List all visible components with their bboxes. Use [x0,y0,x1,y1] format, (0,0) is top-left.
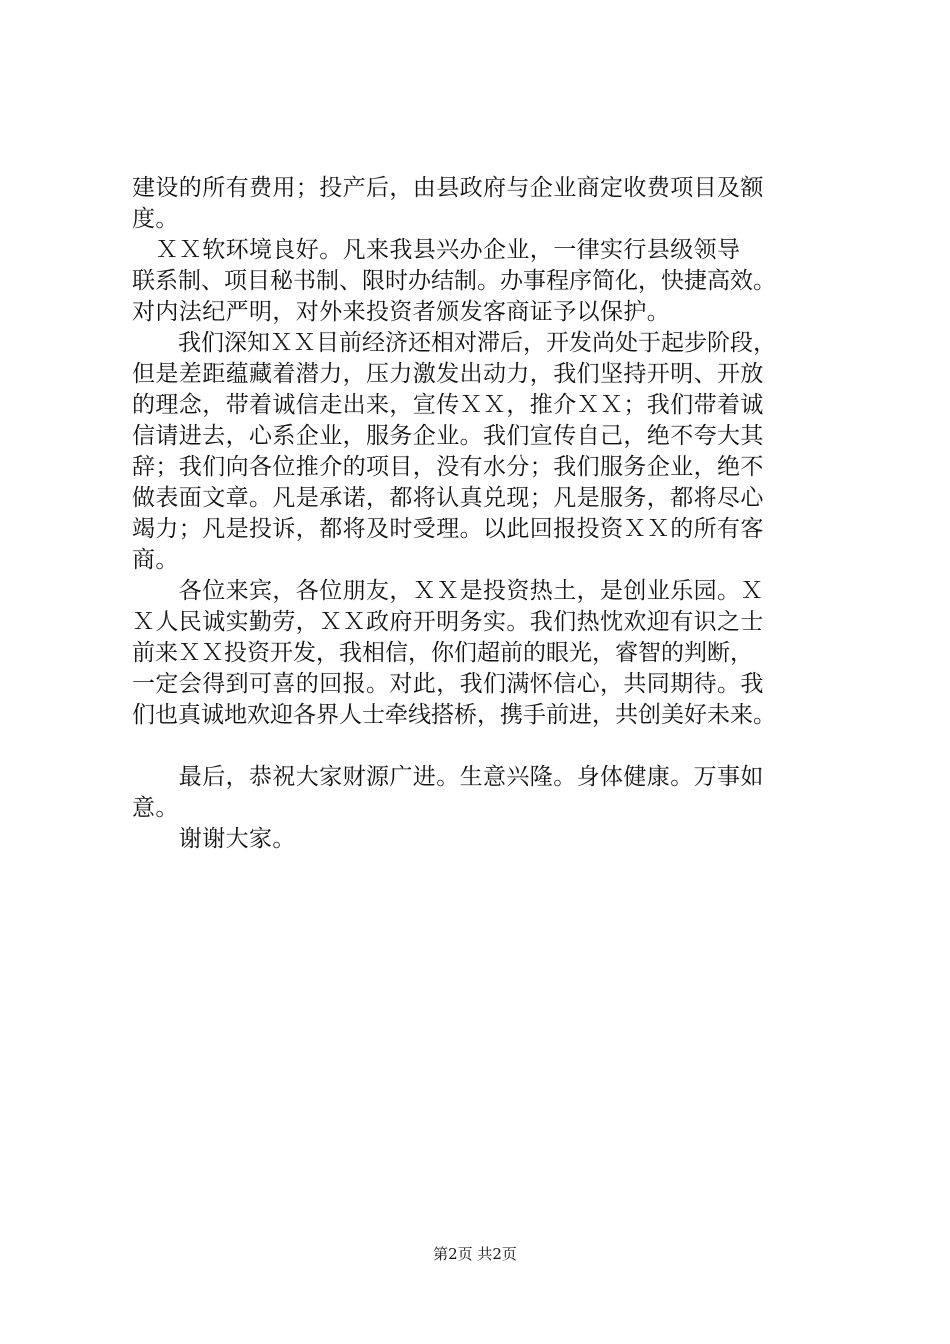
text-line: 联系制、项目秘书制、限时办结制。办事程序简化，快捷高效。 [132,268,776,294]
text-line: 竭力；凡是投诉，都将及时受理。以此回报投资ＸＸ的所有客 [132,516,764,542]
text-line: 对内法纪严明，对外来投资者颁发客商证予以保护。 [132,299,671,325]
text-line: 最后，恭祝大家财源广进。生意兴隆。身体健康。万事如 [132,764,764,790]
text-line: 前来ＸＸ投资开发，我相信，你们超前的眼光，睿智的判断， [132,640,753,666]
text-line: 信请进去，心系企业，服务企业。我们宣传自己，绝不夸大其 [132,423,764,449]
text-line: 辞；我们向各位推介的项目，没有水分；我们服务企业，绝不 [132,454,764,480]
text-line: 建设的所有费用；投产后，由县政府与企业商定收费项目及额 [132,175,764,201]
text-line: 一定会得到可喜的回报。对此，我们满怀信心，共同期待。我 [132,671,764,697]
text-line: 度。 [132,206,179,232]
text-line: 意。 [132,795,179,821]
text-line: Ｘ人民诚实勤劳，ＸＸ政府开明务实。我们热忱欢迎有识之士 [132,609,764,635]
text-line: 我们深知ＸＸ目前经济还相对滞后，开发尚处于起步阶段， [132,330,776,356]
text-line: ＸＸ软环境良好。凡来我县兴办企业，一律实行县级领导 [132,237,741,263]
text-line: 的理念，带着诚信走出来，宣传ＸＸ，推介ＸＸ；我们带着诚 [132,392,764,418]
paragraph-spacer [132,731,852,762]
text-line: 们也真诚地欢迎各界人士牵线搭桥，携手前进，共创美好未来。 [132,702,776,728]
text-line: 谢谢大家。 [132,826,296,852]
text-line: 各位来宾，各位朋友，ＸＸ是投资热土，是创业乐园。Ｘ [132,578,764,604]
text-line: 但是差距蕴藏着潜力，压力激发出动力，我们坚持开明、开放 [132,361,764,387]
body-text [132,173,852,855]
page-number: 第2页 共2页 [433,1245,517,1263]
text-line: 商。 [132,547,179,573]
text-line: 做表面文章。凡是承诺，都将认真兑现；凡是服务，都将尽心 [132,485,764,511]
